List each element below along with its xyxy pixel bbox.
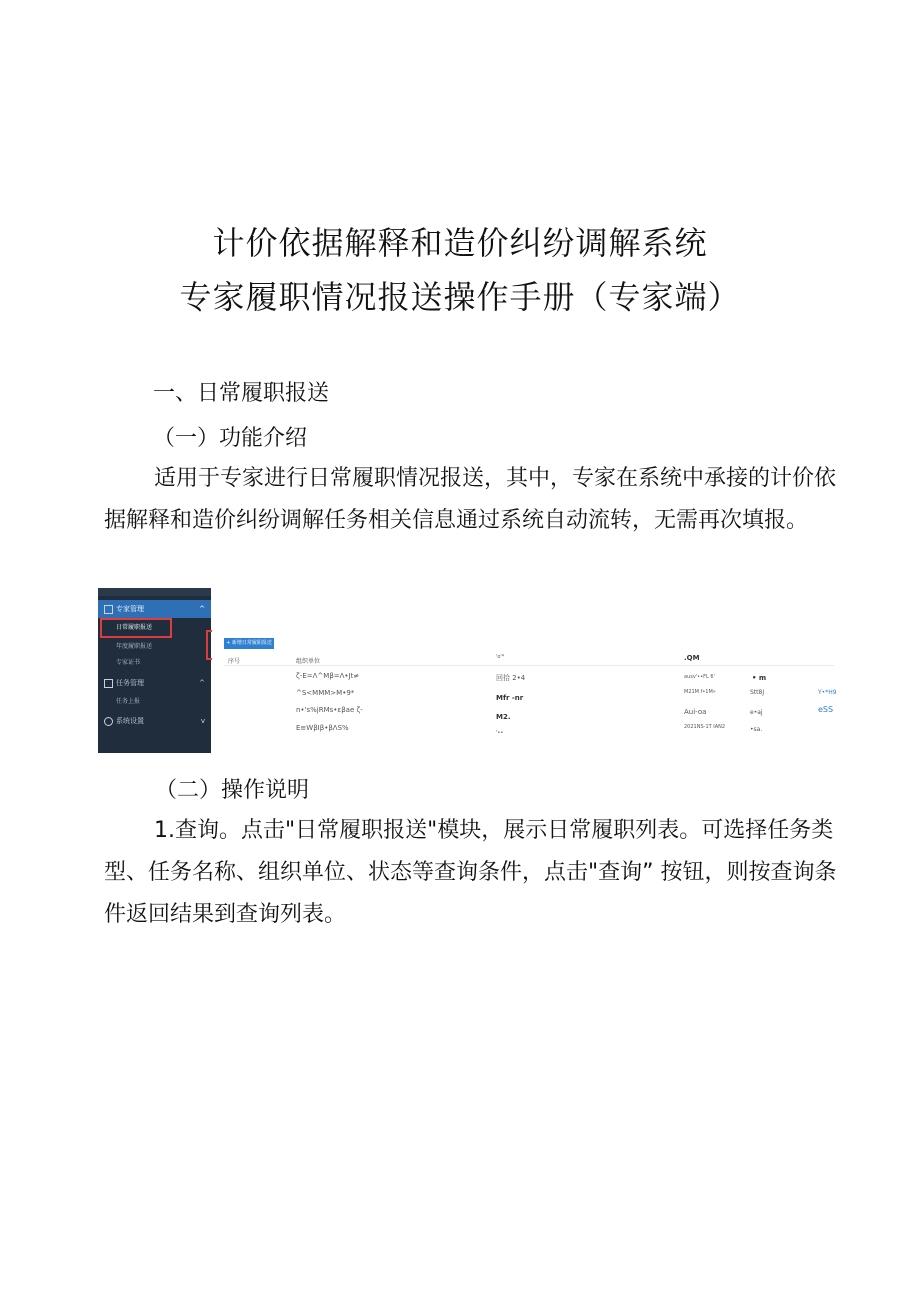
column-header-org: 组织单位 xyxy=(296,658,321,665)
subsection-operation-heading: （二）操作说明 xyxy=(155,778,310,803)
sidebar-group-task[interactable] xyxy=(98,674,211,692)
add-daily-report-button[interactable]: + 新增日常履职报送 xyxy=(224,638,274,649)
sidebar-item-task-report[interactable]: 任务上报 xyxy=(116,698,141,705)
expert-icon xyxy=(104,605,113,614)
table-cell: ^S<MMM>M•9* xyxy=(296,689,355,697)
row-action-link[interactable]: eSS xyxy=(818,705,834,714)
chevron-down-icon: v xyxy=(200,717,205,725)
table-cell: E≡WβIβ•βΛS% xyxy=(296,724,349,732)
sidebar-item-annual-report[interactable]: 年度履职报送 xyxy=(116,643,153,650)
row-action-link[interactable]: Y•*H9 xyxy=(818,689,837,696)
chevron-up-icon: ^ xyxy=(199,605,205,613)
table-cell: • m xyxy=(752,674,767,682)
subsection-intro-heading: （一）功能介绍 xyxy=(153,426,308,451)
table-cell: e•aj xyxy=(750,709,763,716)
sidebar-item-certificate[interactable]: 专家证书 xyxy=(116,659,141,666)
table-cell: 回拾 2•4 xyxy=(496,674,526,682)
sidebar-group-label: 任务管理 xyxy=(116,679,144,687)
sidebar-item-daily-report[interactable]: 日常履职报送 xyxy=(116,624,153,631)
sidebar-group-label: 专家管理 xyxy=(116,605,144,613)
chevron-up-icon: ^ xyxy=(199,679,205,687)
highlight-box xyxy=(100,618,172,638)
operation-text: 1.查询。点击"日常履职报送"模块，展示日常履职列表。可选择任务类型、任务名称、组织单位、状态等查询条件，点击"查询” 按钮，则按查询条件返回结果到查询列表。 xyxy=(104,818,837,927)
doc-title-line2: 专家履职情况报送操作手册（专家端） xyxy=(179,278,741,316)
screenshot-figure xyxy=(98,588,842,755)
table-cell: Stt8J xyxy=(750,689,765,696)
table-cell: M21M f•1M» xyxy=(684,689,716,695)
column-header-index: 序号 xyxy=(228,658,241,665)
table-cell: Mfr -nr xyxy=(496,694,524,702)
header-divider xyxy=(224,665,834,666)
table-cell: n•'s%jRMs•εβae ζ- xyxy=(296,706,363,714)
table-cell: '•• xyxy=(496,730,504,736)
table-cell: .QM xyxy=(684,654,700,662)
task-icon xyxy=(104,679,113,688)
doc-title-line1: 计价依据解释和造价纠纷调解系统 xyxy=(212,224,708,262)
sidebar-group-expert[interactable] xyxy=(98,600,211,618)
table-cell: 'o'* xyxy=(496,654,505,660)
table-cell: ausv'••FL 6' xyxy=(684,674,715,680)
table-cell: •sa. xyxy=(750,726,763,733)
section-heading: 一、日常履职报送 xyxy=(153,381,330,406)
table-cell: M2. xyxy=(496,713,511,721)
sidebar xyxy=(98,588,211,753)
table-cell: Aui-oa xyxy=(684,708,707,716)
callout-bracket xyxy=(206,630,212,660)
operation-paragraph xyxy=(104,810,844,936)
intro-paragraph xyxy=(104,458,844,542)
settings-icon xyxy=(104,717,113,726)
sidebar-group-settings[interactable] xyxy=(98,712,211,730)
sidebar-topbar xyxy=(98,588,211,596)
sidebar-group-label: 系统设置 xyxy=(116,717,144,725)
table-cell: ζ-E=Λ^Mβ=Λ•Jt≠ xyxy=(296,672,360,680)
table-cell: 2021NS-1T IAN2 xyxy=(684,724,726,730)
intro-text: 适用于专家进行日常履职情况报送，其中，专家在系统中承接的计价依据解释和造价纠纷调解任务相关信息通过系统自动流转，无需再次填报。 xyxy=(104,466,837,533)
